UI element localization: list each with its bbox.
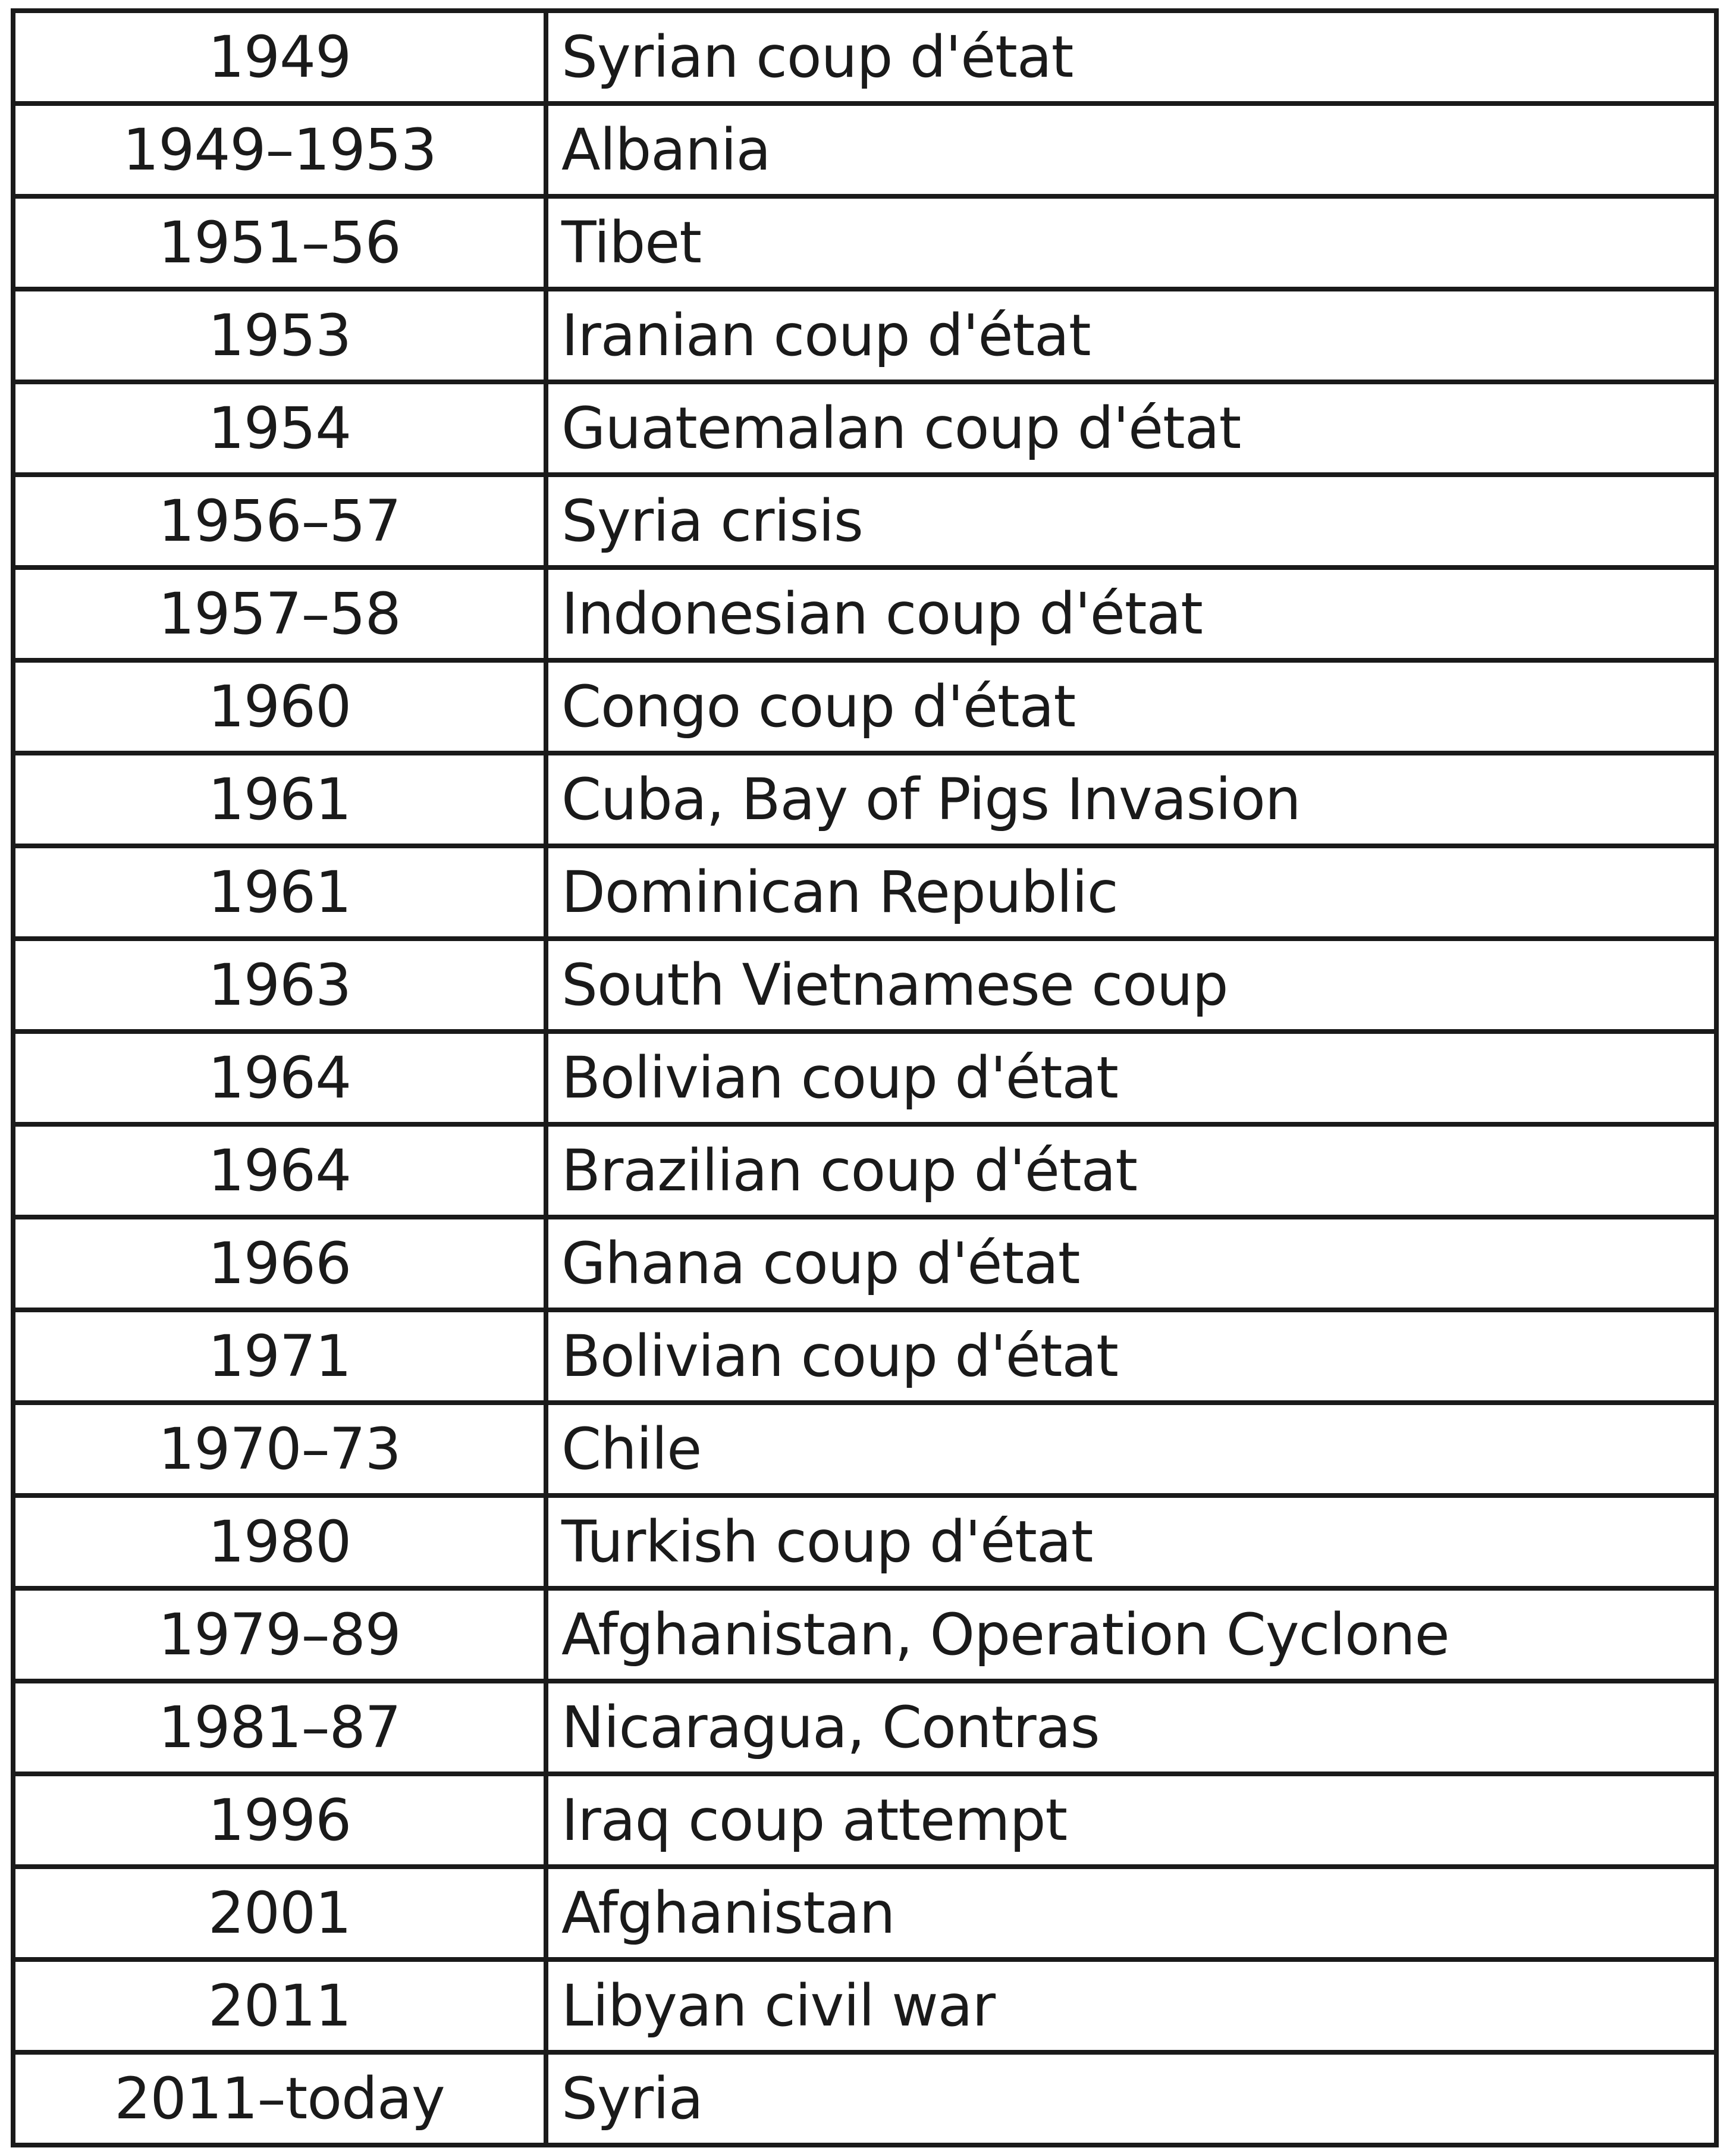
- year-cell: 1970–73: [13, 1403, 546, 1495]
- table-row: [13, 660, 1716, 753]
- event-cell: Albania: [546, 104, 1716, 196]
- event-cell: Bolivian coup d'état: [546, 1310, 1716, 1403]
- event-cell: Dominican Republic: [546, 846, 1716, 939]
- table-body: [13, 11, 1716, 2145]
- table-row: [13, 567, 1716, 660]
- year-cell: 1960: [13, 660, 546, 753]
- year-cell: 1949–1953: [13, 104, 546, 196]
- table-row: [13, 939, 1716, 1031]
- year-cell: 1954: [13, 382, 546, 475]
- year-cell: 1949: [13, 11, 546, 104]
- year-cell: 2001: [13, 1867, 546, 1959]
- table-row: [13, 753, 1716, 846]
- table-row: [13, 289, 1716, 382]
- table-row: [13, 1495, 1716, 1588]
- year-cell: 1971: [13, 1310, 546, 1403]
- event-cell: Congo coup d'état: [546, 660, 1716, 753]
- table-row: [13, 1217, 1716, 1310]
- event-cell: Chile: [546, 1403, 1716, 1495]
- event-cell: Syria crisis: [546, 475, 1716, 567]
- table-row: [13, 196, 1716, 289]
- events-table: [11, 8, 1719, 2147]
- year-cell: 1957–58: [13, 567, 546, 660]
- year-cell: 1951–56: [13, 196, 546, 289]
- table-row: [13, 11, 1716, 104]
- table-row: [13, 475, 1716, 567]
- table-row: [13, 104, 1716, 196]
- table-row: [13, 1031, 1716, 1124]
- event-cell: Iranian coup d'état: [546, 289, 1716, 382]
- event-cell: Brazilian coup d'état: [546, 1124, 1716, 1217]
- table-row: [13, 1310, 1716, 1403]
- event-cell: Syria: [546, 2052, 1716, 2145]
- event-cell: Ghana coup d'état: [546, 1217, 1716, 1310]
- year-cell: 2011: [13, 1959, 546, 2052]
- year-cell: 1979–89: [13, 1588, 546, 1681]
- table-row: [13, 1403, 1716, 1495]
- year-cell: 1956–57: [13, 475, 546, 567]
- table-row: [13, 1124, 1716, 1217]
- year-cell: 1996: [13, 1774, 546, 1867]
- event-cell: Iraq coup attempt: [546, 1774, 1716, 1867]
- event-cell: Syrian coup d'état: [546, 11, 1716, 104]
- event-cell: Bolivian coup d'état: [546, 1031, 1716, 1124]
- table-row: [13, 1774, 1716, 1867]
- table-row: [13, 1959, 1716, 2052]
- table-row: [13, 846, 1716, 939]
- year-cell: 1953: [13, 289, 546, 382]
- year-cell: 1981–87: [13, 1681, 546, 1774]
- event-cell: Cuba, Bay of Pigs Invasion: [546, 753, 1716, 846]
- table-row: [13, 1588, 1716, 1681]
- event-cell: Libyan civil war: [546, 1959, 1716, 2052]
- year-cell: 1961: [13, 846, 546, 939]
- event-cell: South Vietnamese coup: [546, 939, 1716, 1031]
- table-row: [13, 1867, 1716, 1959]
- year-cell: 1964: [13, 1124, 546, 1217]
- event-cell: Indonesian coup d'état: [546, 567, 1716, 660]
- table-row: [13, 2052, 1716, 2145]
- events-table-container: [11, 8, 1719, 2144]
- year-cell: 1963: [13, 939, 546, 1031]
- year-cell: 1964: [13, 1031, 546, 1124]
- year-cell: 1961: [13, 753, 546, 846]
- year-cell: 1980: [13, 1495, 546, 1588]
- event-cell: Afghanistan: [546, 1867, 1716, 1959]
- year-cell: 1966: [13, 1217, 546, 1310]
- event-cell: Turkish coup d'état: [546, 1495, 1716, 1588]
- event-cell: Guatemalan coup d'état: [546, 382, 1716, 475]
- table-row: [13, 1681, 1716, 1774]
- event-cell: Tibet: [546, 196, 1716, 289]
- event-cell: Nicaragua, Contras: [546, 1681, 1716, 1774]
- table-row: [13, 382, 1716, 475]
- event-cell: Afghanistan, Operation Cyclone: [546, 1588, 1716, 1681]
- year-cell: 2011–today: [13, 2052, 546, 2145]
